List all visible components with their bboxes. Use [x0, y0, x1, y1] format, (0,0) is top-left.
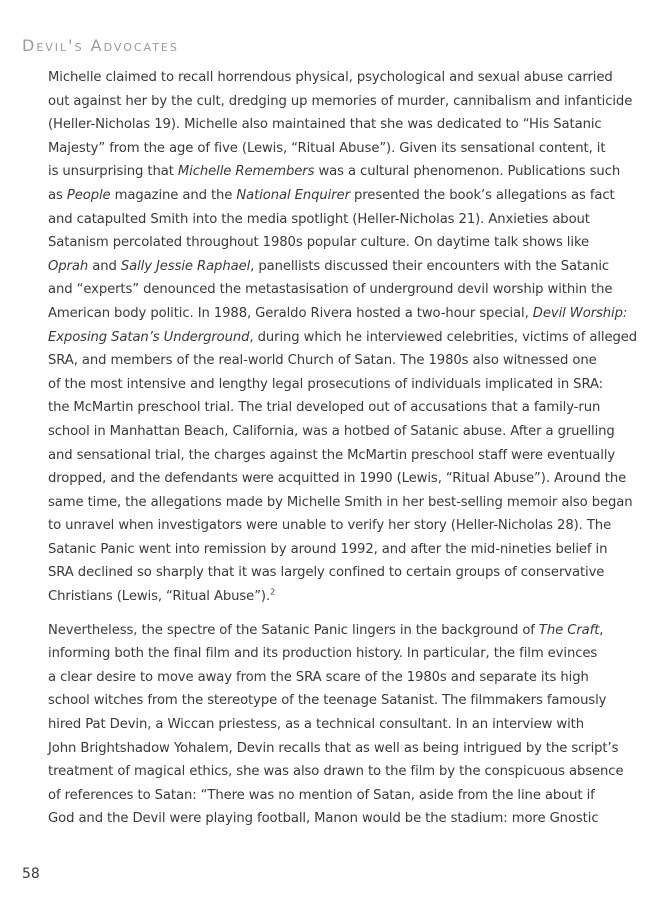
text-run: John Brightshadow Yohalem, Devin recalls that as well as being intrigued by the script’s: [48, 740, 619, 756]
text-line: [48, 444, 616, 468]
footnote-ref: 2: [270, 587, 276, 597]
text-line: [48, 278, 613, 302]
text-line: [48, 396, 608, 420]
text-run: , during which he interviewed celebrities, victims of alleged: [249, 329, 638, 345]
text-run: Exposing Satan’s Underground: [48, 329, 250, 345]
text-line: [48, 689, 608, 713]
text-run: Nevertheless, the spectre of the Satanic Panic lingers in the background of: [48, 622, 539, 638]
text-run: ,: [599, 622, 604, 638]
text-line: [48, 90, 633, 114]
text-run: and sensational trial, the charges against the McMartin preschool staff were eventually: [48, 447, 616, 463]
text-line: [48, 807, 608, 831]
text-line: [48, 208, 608, 232]
text-line: [48, 666, 608, 690]
text-line: [48, 642, 608, 666]
text-line: [48, 137, 608, 161]
text-run: dropped, and the defendants were acquitted in 1990 (Lewis, “Ritual Abuse”). Around the: [48, 471, 627, 487]
text-run: school in Manhattan Beach, California, was a hotbed of Satanic abuse. After a gruelling: [48, 423, 615, 439]
text-run: presented the book’s allegations as fact: [349, 187, 615, 203]
text-line: [48, 373, 608, 397]
text-line: [48, 66, 613, 90]
text-line: [48, 737, 619, 761]
text-run: God and the Devil were playing football, Manon would be the stadium: more Gnostic: [48, 811, 599, 827]
text-run: American body politic. In 1988, Geraldo Rivera hosted a two-hour special,: [48, 305, 533, 321]
text-line: [48, 514, 612, 538]
text-run: as: [48, 187, 67, 203]
text-run: a clear desire to move away from the SRA scare of the 1980s and separate its high: [48, 669, 589, 685]
text-run: and “experts” denounced the metastasisation of underground devil worship within the: [48, 282, 613, 298]
text-run: the McMartin preschool trial. The trial developed out of accusations that a family-run: [48, 400, 601, 416]
text-run: was a cultural phenomenon. Publications such: [314, 164, 621, 180]
text-run: Satanism percolated throughout 1980s popular culture. On daytime talk shows like: [48, 235, 590, 251]
text-run: Michelle claimed to recall horrendous physical, psychological and sexual abuse carried: [48, 70, 613, 85]
text-run: SRA, and members of the real-world Church of Satan. The 1980s also witnessed one: [48, 353, 597, 369]
text-line: [48, 231, 608, 255]
body-text: [48, 66, 638, 831]
text-run: informing both the final film and its production history. In particular, the film evinces: [48, 646, 598, 662]
text-run: is unsurprising that: [48, 164, 178, 180]
text-line: [48, 326, 638, 350]
text-run: Christians (Lewis, “Ritual Abuse”).: [48, 589, 271, 605]
text-line: [48, 784, 608, 808]
text-run: school witches from the stereotype of the teenage Satanist. The filmmakers famously: [48, 693, 607, 709]
text-line: [48, 713, 608, 737]
text-run: Oprah: [48, 258, 89, 274]
text-run: Satanic Panic went into remission by around 1992, and after the mid-nineties belief in: [48, 541, 608, 557]
text-line: [48, 184, 615, 208]
text-line: [48, 349, 608, 373]
text-run: to unravel when investigators were unable to verify her story (Heller-Nicholas 28). The: [48, 518, 612, 534]
text-run: National Enquirer: [236, 187, 350, 203]
text-run: , panellists discussed their encounters with the Satanic: [250, 258, 610, 274]
text-run: of references to Satan: “There was no mention of Satan, aside from the line about if: [48, 787, 595, 803]
text-line: [48, 619, 608, 643]
page-number: 58: [22, 866, 40, 882]
text-line: [48, 760, 624, 784]
text-line: [48, 420, 615, 444]
running-head: Devil's Advocates: [22, 36, 179, 55]
text-run: of the most intensive and lengthy legal prosecutions of individuals implicated in SRA:: [48, 376, 603, 392]
text-run: magazine and the: [110, 187, 237, 203]
text-run: Devil Worship:: [532, 305, 628, 321]
text-run: People: [66, 187, 111, 203]
paragraph: [48, 66, 638, 609]
text-run: SRA declined so sharply that it was largely confined to certain groups of conservative: [48, 565, 605, 581]
text-run: Majesty” from the age of five (Lewis, “Ritual Abuse”). Given its sensational content, it: [48, 140, 606, 156]
text-line: [48, 491, 633, 515]
text-run: out against her by the cult, dredging up memories of murder, cannibalism and infanticide: [48, 93, 633, 109]
text-line: [48, 561, 608, 585]
text-run: and catapulted Smith into the media spotlight (Heller-Nicholas 21). Anxieties about: [48, 211, 590, 227]
text-run: treatment of magical ethics, she was also drawn to the film by the conspicuous absence: [48, 764, 624, 780]
text-run: Sally Jessie Raphael: [120, 258, 251, 274]
text-line: [48, 538, 608, 562]
text-line: [48, 585, 608, 609]
text-run: (Heller-Nicholas 19). Michelle also maintained that she was dedicated to “His Satanic: [48, 117, 602, 133]
text-run: The Craft: [538, 622, 600, 638]
text-line: [48, 302, 628, 326]
text-run: Michelle Remembers: [177, 164, 315, 180]
text-run: hired Pat Devin, a Wiccan priestess, as a technical consultant. In an interview with: [48, 717, 584, 733]
text-run: same time, the allegations made by Michelle Smith in her best-selling memoir also began: [48, 494, 633, 510]
text-line: [48, 160, 621, 184]
text-line: [48, 255, 608, 279]
text-line: [48, 467, 627, 491]
text-line: [48, 113, 608, 137]
paragraph: [48, 619, 624, 831]
text-run: and: [88, 258, 121, 274]
